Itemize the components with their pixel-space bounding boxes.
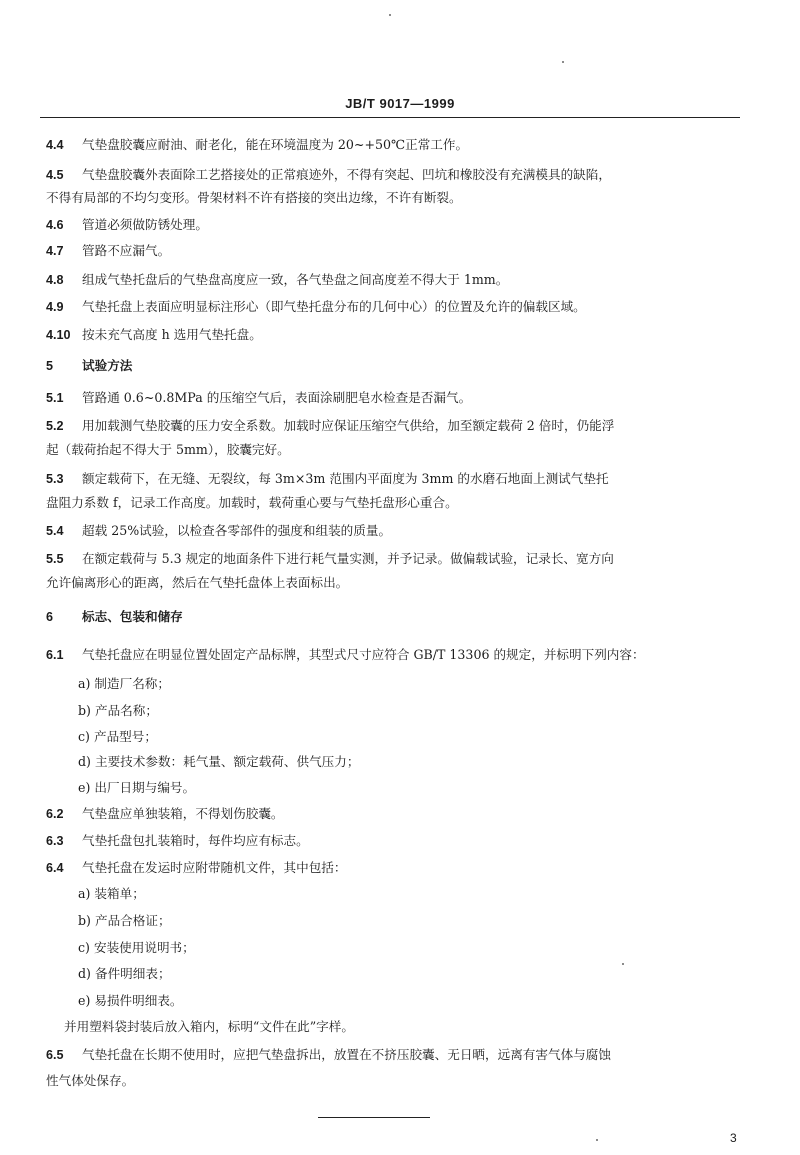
list-item [78, 703, 158, 719]
clause-text: 性气体处保存。 [46, 1073, 135, 1088]
clause-text: 气垫托盘在发运时应附带随机文件，其中包括： [82, 860, 347, 875]
clause-line [46, 272, 508, 288]
list-item [78, 676, 170, 692]
list-item [78, 729, 157, 745]
clause-line [46, 1047, 611, 1063]
clause-number: 6.1 [46, 648, 64, 662]
clause-text: 气垫托盘上表面应明显标注形心（即气垫托盘分布的几何中心）的位置及允许的偏载区域。 [82, 299, 586, 314]
section-heading [46, 609, 183, 625]
clause-text: 气垫托盘在长期不使用时，应把气垫盘拆出，放置在不挤压胶囊、无日晒，远离有害气体与腐蚀 [82, 1047, 611, 1062]
scan-speck [622, 963, 624, 965]
clause-text: 超载 25%试验，以检查各零部件的强度和组装的质量。 [82, 523, 392, 538]
clause-line [46, 860, 346, 876]
section-title: 试验方法 [82, 358, 133, 373]
list-item-text: b) 产品名称； [78, 703, 158, 718]
clause-text: 管道必须做防锈处理。 [82, 217, 208, 232]
clause-text: 额定载荷下，在无缝、无裂纹，每 3m×3m 范围内平面度为 3mm 的水磨石地面上测试气垫托 [82, 471, 609, 486]
list-item-text: d) 主要技术参数：耗气量、额定载荷、供气压力； [78, 754, 360, 769]
list-item [78, 966, 171, 982]
list-item [78, 940, 195, 956]
page-header-title: JB/T 9017—1999 [345, 96, 455, 111]
list-item-text: b) 产品合格证； [78, 913, 171, 928]
clause-number: 5.4 [46, 524, 64, 538]
list-item-text: a) 装箱单； [78, 886, 145, 901]
clause-number: 4.7 [46, 244, 64, 258]
clause-continuation [46, 495, 458, 511]
clause-text: 起（载荷抬起不得大于 5mm），胶囊完好。 [46, 442, 290, 457]
clause-line [46, 418, 614, 434]
clause-number: 4.10 [46, 328, 71, 342]
clause-line [46, 167, 611, 183]
clause-line [46, 243, 170, 259]
clause-text: 不得有局部的不均匀变形。骨架材料不许有搭接的突出边缘，不许有断裂。 [46, 190, 462, 205]
clause-line [46, 327, 262, 343]
list-item-text: a) 制造厂名称； [78, 676, 170, 691]
list-item [78, 780, 195, 796]
clause-continuation [64, 1019, 354, 1035]
clause-line [46, 471, 609, 487]
clause-text: 用加载测气垫胶囊的压力安全系数。加载时应保证压缩空气供给，加至额定载荷 2 倍时，仍能浮 [82, 418, 615, 433]
clause-text: 气垫盘应单独装箱，不得划伤胶囊。 [82, 806, 284, 821]
clause-number: 4.9 [46, 300, 64, 314]
clause-number: 5.1 [46, 391, 64, 405]
clause-number: 5.2 [46, 419, 64, 433]
clause-number: 6.2 [46, 807, 64, 821]
scan-speck [389, 14, 391, 16]
clause-continuation [46, 1073, 134, 1089]
page-number: 3 [730, 1131, 737, 1145]
clause-line [46, 299, 586, 315]
clause-number: 5.5 [46, 552, 64, 566]
section-heading [46, 358, 132, 374]
list-item [78, 913, 171, 929]
list-item [78, 886, 145, 902]
list-item-text: c) 产品型号； [78, 729, 157, 744]
clause-text: 允许偏离形心的距离，然后在气垫托盘体上表面标出。 [46, 575, 349, 590]
list-item-text: d) 备件明细表； [78, 966, 171, 981]
clause-number: 4.6 [46, 218, 64, 232]
clause-text: 气垫托盘包扎装箱时，每件均应有标志。 [82, 833, 309, 848]
list-item [78, 993, 183, 1009]
clause-number: 4.8 [46, 273, 64, 287]
clause-line [46, 217, 208, 233]
clause-text: 按未充气高度 h 选用气垫托盘。 [82, 327, 262, 342]
clause-continuation [46, 442, 290, 458]
clause-number: 4.4 [46, 138, 64, 152]
clause-line [46, 806, 284, 822]
clause-line [46, 833, 309, 849]
header-rule [40, 117, 740, 118]
clause-line [46, 647, 645, 663]
clause-continuation [46, 575, 348, 591]
clause-text: 组成气垫托盘后的气垫盘高度应一致，各气垫盘之间高度差不得大于 1mm。 [82, 272, 509, 287]
clause-text: 管路通 0.6~0.8MPa 的压缩空气后，表面涂刷肥皂水检查是否漏气。 [82, 390, 472, 405]
section-title: 标志、包装和储存 [82, 609, 183, 624]
clause-number: 5.3 [46, 472, 64, 486]
clause-number: 6.4 [46, 861, 64, 875]
clause-text: 在额定载荷与 5.3 规定的地面条件下进行耗气量实测，并予记录。做偏载试验，记录长、宽方向 [82, 551, 614, 566]
list-item [78, 754, 359, 770]
clause-text: 气垫托盘应在明显位置处固定产品标牌，其型式尺寸应符合 GB/T 13306 的规定，并标明下列内容： [82, 647, 645, 662]
section-number: 6 [46, 610, 54, 624]
footer-rule [318, 1117, 430, 1118]
clause-text: 气垫盘胶囊应耐油、耐老化，能在环境温度为 20~+50℃正常工作。 [82, 137, 469, 152]
clause-number: 6.5 [46, 1048, 64, 1062]
clause-number: 6.3 [46, 834, 64, 848]
clause-text: 管路不应漏气。 [82, 243, 171, 258]
clause-number: 4.5 [46, 168, 64, 182]
clause-text: 并用塑料袋封装后放入箱内，标明“文件在此”字样。 [64, 1019, 354, 1034]
clause-line [46, 551, 614, 567]
section-number: 5 [46, 359, 54, 373]
list-item-text: e) 出厂日期与编号。 [78, 780, 196, 795]
list-item-text: c) 安装使用说明书； [78, 940, 195, 955]
clause-text: 气垫盘胶囊外表面除工艺搭接处的正常痕迹外，不得有突起、凹坑和橡胶没有充满模具的缺陷， [82, 167, 611, 182]
scan-speck [562, 61, 564, 63]
clause-line [46, 523, 391, 539]
clause-line [46, 137, 468, 153]
clause-text: 盘阻力系数 f，记录工作高度。加载时，载荷重心要与气垫托盘形心重合。 [46, 495, 458, 510]
list-item-text: e) 易损件明细表。 [78, 993, 183, 1008]
clause-line [46, 390, 471, 406]
clause-continuation [46, 190, 462, 206]
scan-speck [596, 1139, 598, 1141]
